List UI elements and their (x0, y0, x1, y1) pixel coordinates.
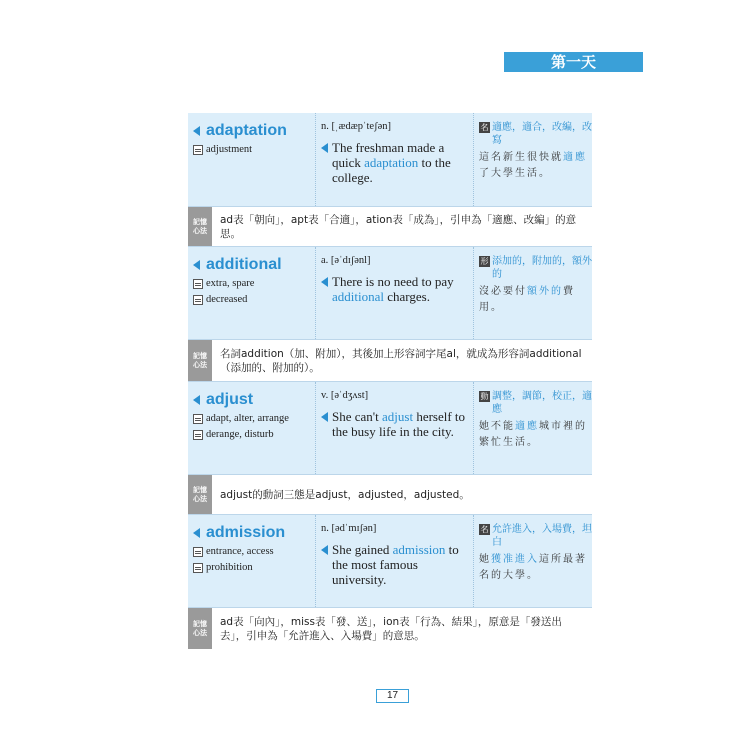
memory-tip-label: 記憶 心法 (188, 340, 212, 381)
antonym-tag-icon (193, 563, 203, 573)
example-text: She can't (332, 409, 382, 424)
antonym-text: decreased (206, 294, 248, 305)
headword-text: adjust (206, 391, 254, 408)
example-highlight: additional (332, 289, 384, 304)
example-column (316, 382, 474, 474)
speaker-icon[interactable] (193, 260, 200, 270)
word-column (188, 382, 316, 474)
word-column (188, 247, 316, 339)
meaning-text: 調整，調節，校正，適應 (492, 391, 592, 415)
synonym-text: adapt, alter, arrange (206, 413, 289, 424)
example-text: to the most famous university. (332, 542, 459, 587)
speaker-icon[interactable] (193, 528, 200, 538)
chinese-example: 她不能適應城市裡的繁忙生活。 (479, 421, 587, 448)
example-text: charges. (384, 289, 430, 304)
part-of-speech-badge: 名 (480, 525, 489, 534)
synonym (193, 143, 315, 157)
meaning-column (474, 113, 592, 206)
example-column (316, 515, 474, 607)
speaker-icon[interactable] (321, 143, 328, 153)
antonym-tag-icon (193, 295, 203, 305)
example-text: She gained (332, 542, 393, 557)
memory-tip-text: ad表「向內」，miss表「發、送」，ion表「行為、結果」，原意是「發送出去」，引申為「允許進入、入場費」的意思。 (220, 615, 562, 642)
speaker-icon[interactable] (321, 277, 328, 287)
meaning-text: 允許進入，入場費，坦白 (492, 524, 592, 548)
synonym (193, 277, 315, 291)
memory-tip-text: adjust的動詞三態是adjust，adjusted，adjusted。 (220, 488, 470, 501)
memory-tip-label: 記憶 心法 (188, 207, 212, 246)
meaning (479, 255, 592, 281)
headword (193, 523, 315, 543)
memory-tip (188, 474, 592, 514)
synonym-text: extra, spare (206, 278, 255, 289)
part-of-speech-badge: 動 (480, 392, 489, 401)
headword-text: adaptation (206, 122, 287, 139)
page-number: 17 (376, 689, 409, 703)
synonym-text: adjustment (206, 144, 253, 155)
chinese-example: 這名新生很快就適應了大學生活。 (479, 152, 587, 179)
speaker-icon[interactable] (193, 126, 200, 136)
meaning-column (474, 382, 592, 474)
memory-tip-text: ad表「朝向」，apt表「合適」，ation表「成為」，引申為「適應、改編」的意思。 (220, 213, 577, 240)
example-column (316, 113, 474, 206)
example-text: to the college. (332, 155, 451, 185)
antonym (193, 428, 315, 442)
memory-tip (188, 607, 592, 649)
pronunciation: n. [ˌædæpˈteʃən] (321, 121, 391, 132)
meaning-text: 適應，適合，改編，改寫 (492, 122, 592, 146)
entry-adjust (188, 381, 592, 474)
synonym-text: entrance, access (206, 546, 274, 557)
day-badge: 第一天 (504, 52, 643, 72)
synonym-tag-icon (193, 414, 203, 424)
synonym (193, 545, 315, 559)
memory-tip-text: 名詞addition（加、附加），其後加上形容詞字尾al，就成為形容詞additional（添加的、附加的）。 (220, 347, 582, 374)
example-text: There is no need to pay (332, 274, 454, 289)
meaning (479, 523, 592, 549)
chinese-example: 沒必要付額外的費用。 (479, 286, 575, 313)
antonym-text: prohibition (206, 562, 253, 573)
synonym-tag-icon (193, 547, 203, 557)
part-of-speech-badge: 形 (480, 257, 489, 266)
headword-text: admission (206, 524, 286, 541)
word-column (188, 515, 316, 607)
example-highlight: adaptation (364, 155, 419, 170)
antonym (193, 561, 315, 575)
antonym-text: derange, disturb (206, 429, 274, 440)
entry-admission (188, 514, 592, 607)
example-highlight: admission (392, 542, 446, 557)
memory-tip (188, 206, 592, 246)
antonym-tag-icon (193, 430, 203, 440)
pronunciation: n. [ədˈmɪʃən] (321, 523, 377, 534)
vocabulary-sheet (188, 113, 592, 649)
memory-tip-label: 記憶 心法 (188, 475, 212, 514)
meaning-column (474, 515, 592, 607)
pronunciation: v. [əˈdʒʌst] (321, 390, 369, 401)
speaker-icon[interactable] (193, 395, 200, 405)
meaning (479, 121, 592, 147)
meaning (479, 390, 592, 416)
headword (193, 390, 315, 410)
synonym-tag-icon (193, 279, 203, 289)
entry-adaptation (188, 113, 592, 206)
speaker-icon[interactable] (321, 545, 328, 555)
word-column (188, 113, 316, 206)
example-sentence (321, 409, 473, 439)
example-sentence (321, 274, 473, 304)
part-of-speech-badge: 名 (480, 123, 489, 132)
chinese-example: 她獲准進入這所最著名的大學。 (479, 554, 587, 581)
memory-tip-label: 記憶 心法 (188, 608, 212, 649)
meaning-text: 添加的，附加的，額外的 (492, 256, 592, 280)
antonym (193, 293, 315, 307)
memory-tip (188, 339, 592, 381)
example-text: The freshman made a quick (332, 140, 445, 170)
headword (193, 121, 315, 141)
headword (193, 255, 315, 275)
example-highlight: adjust (382, 409, 414, 424)
example-sentence (321, 140, 473, 185)
example-column (316, 247, 474, 339)
entry-additional (188, 246, 592, 339)
pronunciation: a. [əˈdɪʃənl] (321, 255, 371, 266)
meaning-column (474, 247, 592, 339)
example-text: herself to the busy life in the city. (332, 409, 466, 439)
synonym-tag-icon (193, 145, 203, 155)
headword-text: additional (206, 256, 282, 273)
synonym (193, 412, 315, 426)
example-sentence (321, 542, 473, 587)
speaker-icon[interactable] (321, 412, 328, 422)
